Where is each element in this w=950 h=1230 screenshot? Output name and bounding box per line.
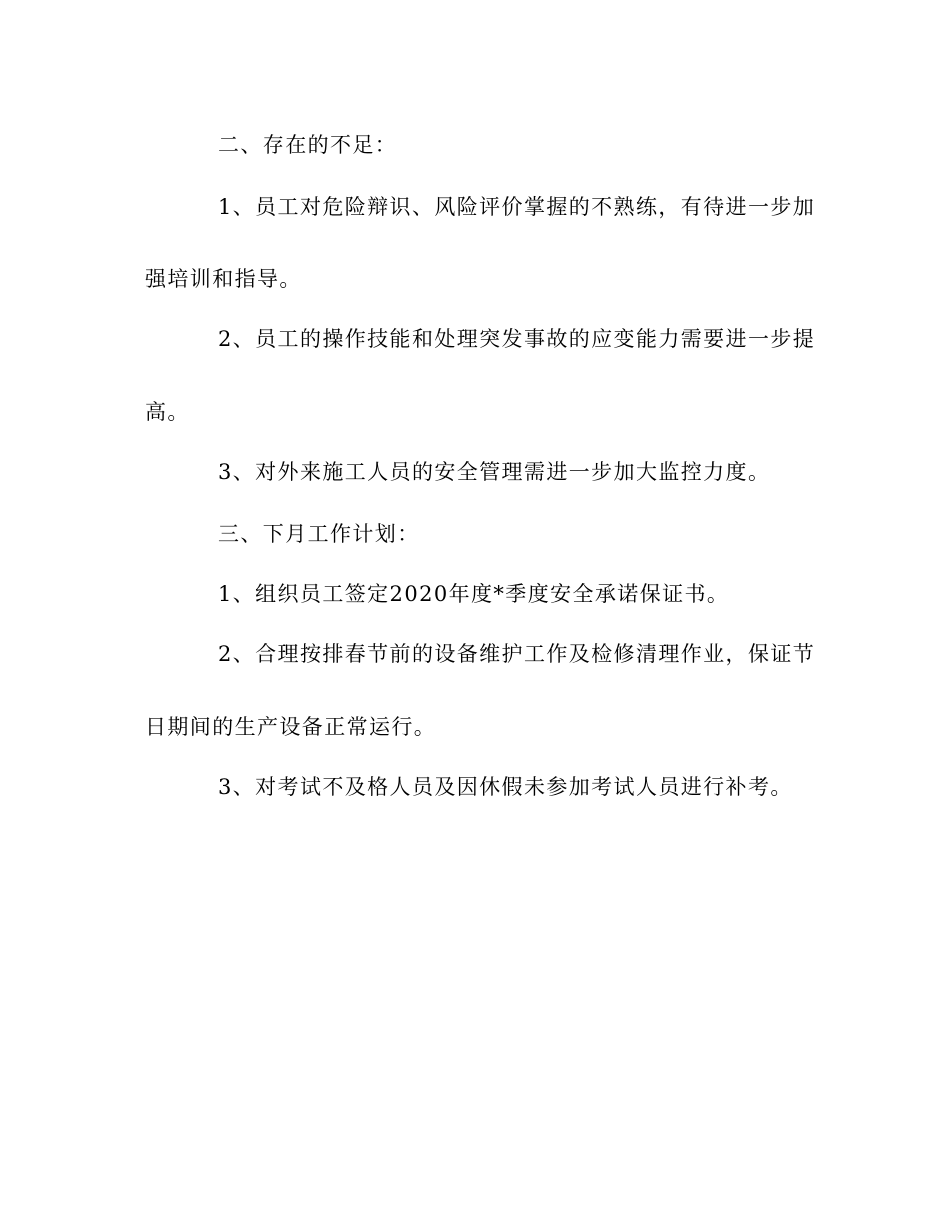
paragraph-line: 2、合理按排春节前的设备维护工作及检修清理作业，保证节: [218, 642, 816, 666]
paragraph-line: 3、对考试不及格人员及因休假未参加考试人员进行补考。: [218, 775, 793, 799]
paragraph-line: 1、组织员工签定2020年度*季度安全承诺保证书。: [218, 582, 730, 606]
paragraph-line: 2、员工的操作技能和处理突发事故的应变能力需要进一步提: [218, 327, 816, 351]
paragraph-line: 1、员工对危险辩识、风险评价掌握的不熟练，有待进一步加: [218, 195, 816, 219]
paragraph-line: 高。: [145, 400, 190, 424]
section-heading-next-month-plan: 三、下月工作计划：: [218, 522, 420, 546]
paragraph-line: 强培训和指导。: [145, 267, 302, 291]
section-heading-shortcomings: 二、存在的不足：: [218, 133, 398, 157]
paragraph-line: 3、对外来施工人员的安全管理需进一步加大监控力度。: [218, 460, 771, 484]
paragraph-line: 日期间的生产设备正常运行。: [145, 715, 437, 739]
